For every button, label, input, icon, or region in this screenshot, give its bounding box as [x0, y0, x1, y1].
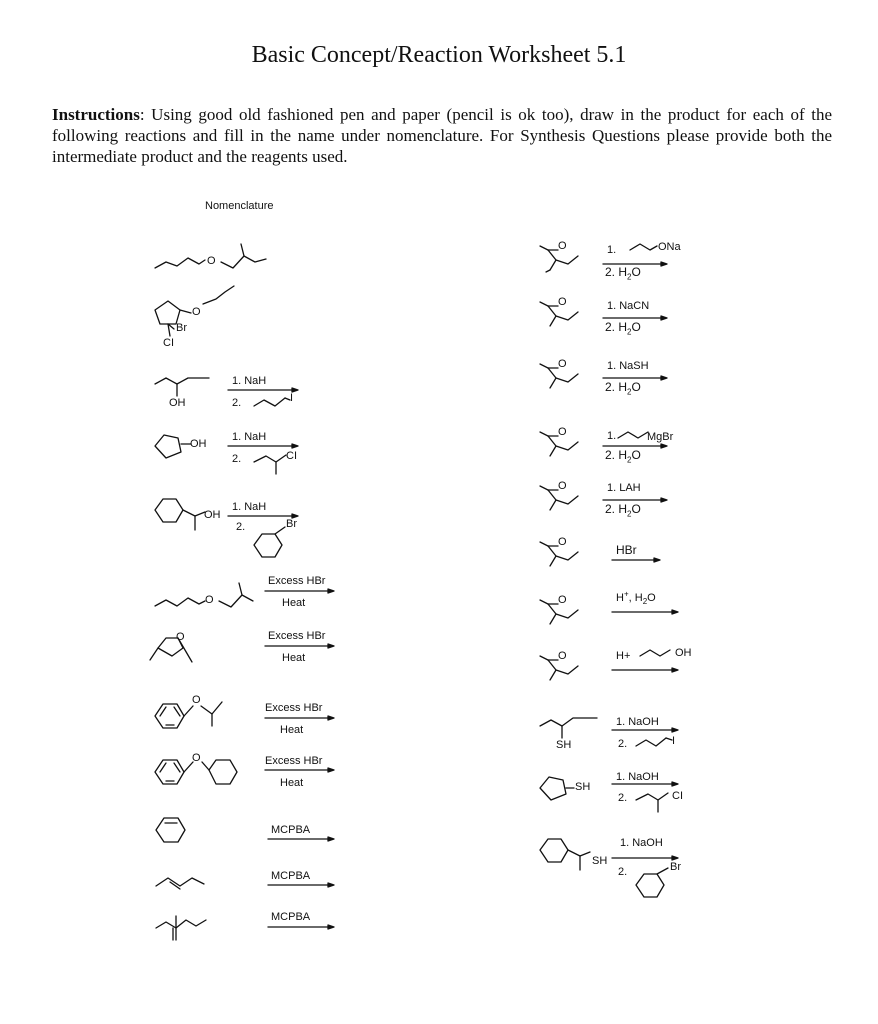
reagent-nah: 1. NaH [232, 375, 267, 387]
molecule-ether-1 [155, 258, 205, 268]
atom-cl: CI [163, 337, 174, 349]
reagent-step2: 2. [618, 738, 628, 750]
atom-o: O [558, 358, 567, 370]
atom-oh: OH [190, 438, 207, 450]
molecule-cyclohexene [156, 818, 185, 842]
plus-sign: + [623, 589, 629, 599]
atom-o: O [558, 426, 567, 438]
h2o-sub: 2 [642, 597, 648, 607]
reagent-step1: 1. [607, 244, 617, 256]
reagent-step2: 2. [236, 521, 246, 533]
reagent-h2o [605, 502, 641, 519]
h2o-o: O [631, 265, 641, 279]
atom-o: O [176, 631, 185, 643]
instructions-text: : Using good old fashioned pen and paper (pencil is ok too), draw in the product for each of the following reactions and fill in the name under nomenclature. For Synthesis Questions please provide both the intermediate product and the reagents used. [52, 105, 832, 166]
reagent-acid-water [616, 589, 656, 607]
reagent-step2: 2. [618, 866, 628, 878]
atom-o: O [558, 536, 567, 548]
reagent-mcpba: MCPBA [271, 824, 311, 836]
atom-i: I [290, 392, 294, 404]
atom-cl: CI [286, 450, 297, 462]
atom-ona: ONa [658, 241, 681, 253]
reagent-naoh: 1. NaOH [616, 771, 659, 783]
atom-o: O [205, 594, 214, 606]
nomenclature-header: Nomenclature [205, 200, 274, 212]
atom-sh: SH [556, 739, 572, 751]
atom-cl: CI [672, 790, 683, 802]
molecule-thiol-2 [540, 777, 566, 800]
atom-o: O [558, 594, 567, 606]
instructions-label: Instructions [52, 105, 140, 124]
atom-br: Br [670, 861, 681, 873]
h2o-o: O [631, 448, 641, 462]
reagent-heat: Heat [282, 597, 306, 609]
reagent-step1: 1. [607, 430, 617, 442]
reagent-mcpba: MCPBA [271, 870, 311, 882]
atom-sh: SH [575, 781, 591, 793]
h2o-sub: 2 [627, 272, 632, 282]
h2o-text: 2. H [605, 502, 628, 516]
h2o-text: 2. H [605, 380, 628, 394]
reagent-heat: Heat [282, 652, 306, 664]
atom-oh: OH [169, 397, 186, 409]
atom-mgbr: MgBr [647, 431, 674, 443]
molecule-alcohol-1 [155, 378, 209, 384]
atom-o: O [192, 306, 201, 318]
molecule-ether-2 [155, 598, 205, 606]
atom-o: O [558, 480, 567, 492]
reagent-naoh: 1. NaOH [620, 837, 663, 849]
h2o-o: O [631, 380, 641, 394]
reagent-h-plus-alcohol: H+ [616, 650, 631, 662]
reagent-h2o [605, 320, 641, 337]
atom-o: O [558, 240, 567, 252]
reagent-nah: 1. NaH [232, 501, 267, 513]
molecule-alkene-1 [156, 878, 204, 886]
atom-o: O [192, 694, 201, 706]
molecule-thiol-3 [540, 839, 568, 862]
atom-o: O [558, 296, 567, 308]
atom-br: Br [176, 322, 187, 334]
reagent-naoh: 1. NaOH [616, 716, 659, 728]
h2o-o: O [631, 320, 641, 334]
reagent-step2: 2. [618, 792, 628, 804]
h2o-o: O [631, 502, 641, 516]
reagent-excess-hbr: Excess HBr [268, 630, 326, 642]
h2o-text: 2. H [605, 320, 628, 334]
reagent-nah: 1. NaH [232, 431, 267, 443]
molecule-cyclopentyl-ether [155, 301, 180, 324]
atom-sh: SH [592, 855, 608, 867]
h2o-sub: 2 [627, 387, 632, 397]
reagent-excess-hbr: Excess HBr [265, 702, 323, 714]
h2o-sub: 2 [627, 509, 632, 519]
molecule-cyclopentanol [155, 435, 181, 458]
h2o-sub: 2 [627, 327, 632, 337]
atom-br: Br [286, 518, 297, 530]
atom-oh: OH [675, 647, 692, 659]
reagent-excess-hbr: Excess HBr [268, 575, 326, 587]
acid-water-text: , H [628, 592, 643, 604]
molecule-thiol-1 [540, 718, 597, 726]
reagent-lah: 1. LAH [607, 482, 641, 494]
reagent-mcpba: MCPBA [271, 911, 311, 923]
atom-o: O [192, 752, 201, 764]
reagent-hbr: HBr [616, 543, 637, 557]
reagent-h2o [605, 265, 641, 282]
h2o-text: 2. H [605, 448, 628, 462]
reagent-nash: 1. NaSH [607, 360, 649, 372]
molecule-alkene-2 [156, 920, 206, 928]
page-title: Basic Concept/Reaction Worksheet 5.1 [251, 42, 627, 68]
reagent-h2o [605, 448, 641, 465]
reagent-step2: 2. [232, 453, 242, 465]
molecule-ether-1-right [221, 256, 266, 268]
reagent-heat: Heat [280, 777, 304, 789]
h2o-text: 2. H [605, 265, 628, 279]
reagent-excess-hbr: Excess HBr [265, 755, 323, 767]
molecule-cyclohexyl-alcohol [155, 499, 183, 522]
atom-oh: OH [204, 509, 221, 521]
atom-i: I [672, 735, 676, 747]
reagent-nacn: 1. NaCN [607, 300, 650, 312]
acid-water-o: O [647, 592, 656, 604]
atom-o: O [558, 650, 567, 662]
reagent-h2o [605, 380, 641, 397]
atom-o: O [207, 255, 216, 267]
h-plus-text: H [616, 592, 624, 604]
reagent-step2: 2. [232, 397, 242, 409]
h2o-sub: 2 [627, 455, 632, 465]
reagent-heat: Heat [280, 724, 304, 736]
